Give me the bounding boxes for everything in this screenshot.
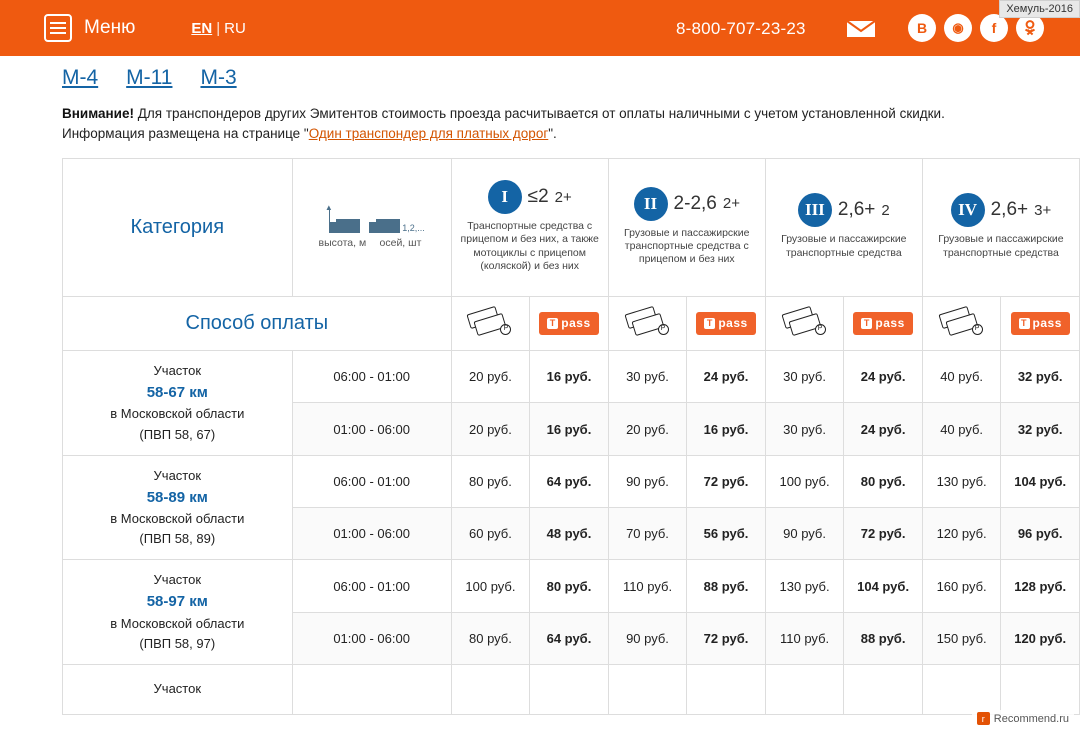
truck-height-icon [325,207,360,233]
table-row [63,351,1080,403]
payment-icon-cash-3 [765,297,844,351]
segment-line1: Участок [153,363,202,378]
price-cell: 60 руб. [451,508,530,560]
envelope-icon[interactable] [846,20,876,38]
tariff-table [62,158,1080,715]
segment-line1: Участок [153,681,202,697]
t-pass-label: pass [875,316,905,330]
vk-icon[interactable]: В [908,14,936,42]
price-cell: 70 руб. [608,508,687,560]
price-cell: 48 руб. [530,508,609,560]
price-cell: 24 руб. [687,351,766,403]
table-header-categories [63,159,1080,297]
dim-height-label: высота, м [318,236,367,249]
segment-km: 58-67 км [146,384,208,402]
price-cell: 40 руб. [922,351,1001,403]
price-cell: 130 руб. [922,455,1001,507]
price-cell [451,665,530,715]
lang-ru-link[interactable]: RU [224,19,246,37]
segment-cell-4 [63,665,293,715]
price-cell: 72 руб. [687,455,766,507]
price-cell: 120 руб. [922,508,1001,560]
segment-cell-2 [63,455,293,560]
watermark-top: Хемуль-2016 [999,0,1080,18]
payment-icon-cash-2 [608,297,687,351]
price-cell [922,665,1001,715]
social-links[interactable] [908,14,1044,42]
t-pass-label: pass [1032,316,1062,330]
segment-km: 58-97 км [146,593,208,611]
category-title: Категория [130,216,225,238]
segment-cell-3 [63,560,293,665]
table-header-payment [63,297,1080,351]
watermark-badge: r [977,712,990,725]
tab-m3[interactable]: М-3 [200,66,237,89]
time-range: 06:00 - 01:00 [292,351,451,403]
price-cell: 16 руб. [530,403,609,455]
hamburger-icon[interactable] [44,14,72,42]
tab-m11[interactable]: М-11 [126,66,173,89]
odnoklassniki-icon[interactable] [1016,14,1044,42]
price-cell: 20 руб. [608,403,687,455]
price-cell: 80 руб. [530,560,609,612]
category-roman-3: III [798,193,832,227]
notice-part-2: ". [548,126,557,142]
category-axles-4: 3+ [1034,201,1052,219]
axles-value: 1,2,... [402,222,425,233]
price-cell: 130 руб. [765,560,844,612]
price-cell: 30 руб. [765,403,844,455]
category-height-1: ≤2 [527,186,549,208]
dim-axles-label: осей, шт [379,236,422,249]
table-row [63,560,1080,612]
category-axles-3: 2 [881,201,890,219]
price-cell: 64 руб. [530,455,609,507]
payment-icon-cash-1 [451,297,530,351]
language-switcher[interactable] [191,20,245,37]
price-cell: 88 руб. [687,560,766,612]
price-cell: 24 руб. [844,403,923,455]
segment-pvp: (ПВП 58, 67) [139,426,216,442]
dim-axles [376,207,425,249]
price-cell: 110 руб. [608,560,687,612]
notice-part-1: Для транспондеров других Эмитентов стоимость проезда расчитывается от оплаты наличными с учетом установленной скидки. Информация размещена на странице " [62,106,945,142]
table-row [63,455,1080,507]
segment-pvp: (ПВП 58, 97) [139,635,216,651]
price-cell: 100 руб. [451,560,530,612]
price-cell: 64 руб. [530,612,609,664]
t-pass-icon: T pass [696,312,755,335]
dim-height [319,207,367,249]
menu-button[interactable] [44,14,135,42]
price-cell: 30 руб. [765,351,844,403]
segment-region: в Московской области [110,511,245,527]
price-cell: 80 руб. [451,612,530,664]
time-range: 06:00 - 01:00 [292,455,451,507]
price-cell: 40 руб. [922,403,1001,455]
cash-icon: P [468,309,512,335]
price-cell: 128 руб. [1001,560,1080,612]
price-cell: 160 руб. [922,560,1001,612]
price-cell: 120 руб. [1001,612,1080,664]
category-desc-4: Грузовые и пассажирские транспортные средства [938,233,1064,259]
category-roman-4: IV [951,193,985,227]
price-cell: 72 руб. [844,508,923,560]
lang-en-link[interactable]: EN [191,19,213,37]
payment-icon-transponder-3 [844,297,923,351]
price-cell: 16 руб. [687,403,766,455]
t-pass-icon: T pass [853,312,912,335]
category-roman-1: I [488,180,522,214]
notice-bold: Внимание! [62,106,134,121]
category-axles-1: 2+ [554,188,572,206]
price-cell: 100 руб. [765,455,844,507]
top-header-bar [0,0,1080,56]
price-cell: 90 руб. [765,508,844,560]
segment-pvp: (ПВП 58, 89) [139,531,216,547]
tab-m4[interactable]: М-4 [62,66,99,89]
price-cell [1001,665,1080,715]
price-cell: 32 руб. [1001,403,1080,455]
t-pass-icon: T pass [539,312,598,335]
price-cell: 80 руб. [844,455,923,507]
support-phone[interactable]: 8-800-707-23-23 [676,19,806,38]
price-cell: 90 руб. [608,455,687,507]
price-cell [608,665,687,715]
category-height-2: 2-2,6 [673,192,717,214]
facebook-icon[interactable]: f [980,14,1008,42]
watermark-text: Recommend.ru [993,712,1069,725]
category-height-3: 2,6+ [837,199,876,221]
segment-line1: Участок [153,572,202,588]
price-cell: 32 руб. [1001,351,1080,403]
category-desc-2: Грузовые и пассажирские транспортные средства с прицепом и без них [624,226,750,266]
segment-region: в Московской области [110,615,245,631]
table-row [63,665,1080,715]
price-cell: 90 руб. [608,612,687,664]
price-cell: 20 руб. [451,403,530,455]
category-column-3 [765,159,922,297]
price-cell: 16 руб. [530,351,609,403]
price-cell: 104 руб. [1001,455,1080,507]
price-cell: 96 руб. [1001,508,1080,560]
axles-count-icon [376,207,425,233]
price-cell: 104 руб. [844,560,923,612]
category-column-4 [922,159,1079,297]
notice-text [62,104,1022,145]
payment-title: Способ оплаты [185,312,329,334]
menu-label: Меню [84,17,136,38]
t-pass-label: pass [561,316,591,330]
time-range: 01:00 - 06:00 [292,508,451,560]
category-column-1 [451,159,608,297]
cash-icon: P [940,309,984,335]
price-cell: 88 руб. [844,612,923,664]
category-title-cell [63,159,293,297]
price-cell: 150 руб. [922,612,1001,664]
category-roman-2: II [634,187,668,221]
price-cell: 110 руб. [765,612,844,664]
time-range: 01:00 - 06:00 [292,612,451,664]
payment-icon-transponder-4 [1001,297,1080,351]
segment-cell-1 [63,351,293,456]
price-cell [530,665,609,715]
price-cell [765,665,844,715]
cash-icon: P [783,309,827,335]
road-tabs[interactable] [62,66,237,90]
payment-title-cell [63,297,452,351]
price-cell [844,665,923,715]
price-cell: 72 руб. [687,612,766,664]
payment-icon-cash-4 [922,297,1001,351]
time-range: 01:00 - 06:00 [292,403,451,455]
category-height-4: 2,6+ [990,199,1029,221]
price-cell: 80 руб. [451,455,530,507]
time-range: 06:00 - 01:00 [292,560,451,612]
category-desc-3: Грузовые и пассажирские транспортные средства [781,233,907,259]
price-cell: 56 руб. [687,508,766,560]
watermark-bottom [972,710,1074,727]
time-range [292,665,451,715]
lang-separator: | [216,19,221,37]
price-cell: 20 руб. [451,351,530,403]
price-cell: 30 руб. [608,351,687,403]
segment-line1: Участок [153,467,202,483]
cash-icon: P [626,309,670,335]
price-cell: 24 руб. [844,351,923,403]
instagram-icon[interactable]: ◉ [944,14,972,42]
t-pass-icon: T pass [1011,312,1070,335]
category-desc-1: Транспортные средства с прицепом и без них, а также мотоциклы с прицепом (коляской) и без них [460,220,599,272]
t-pass-label: pass [718,316,748,330]
dimensions-cell [292,159,451,297]
payment-icon-transponder-1 [530,297,609,351]
notice-link[interactable]: Один транспондер для платных дорог [308,126,549,142]
segment-km: 58-89 км [146,488,208,506]
price-cell [687,665,766,715]
payment-icon-transponder-2 [687,297,766,351]
category-axles-2: 2+ [722,195,740,213]
category-column-2 [608,159,765,297]
segment-region: в Московской области [110,406,245,422]
